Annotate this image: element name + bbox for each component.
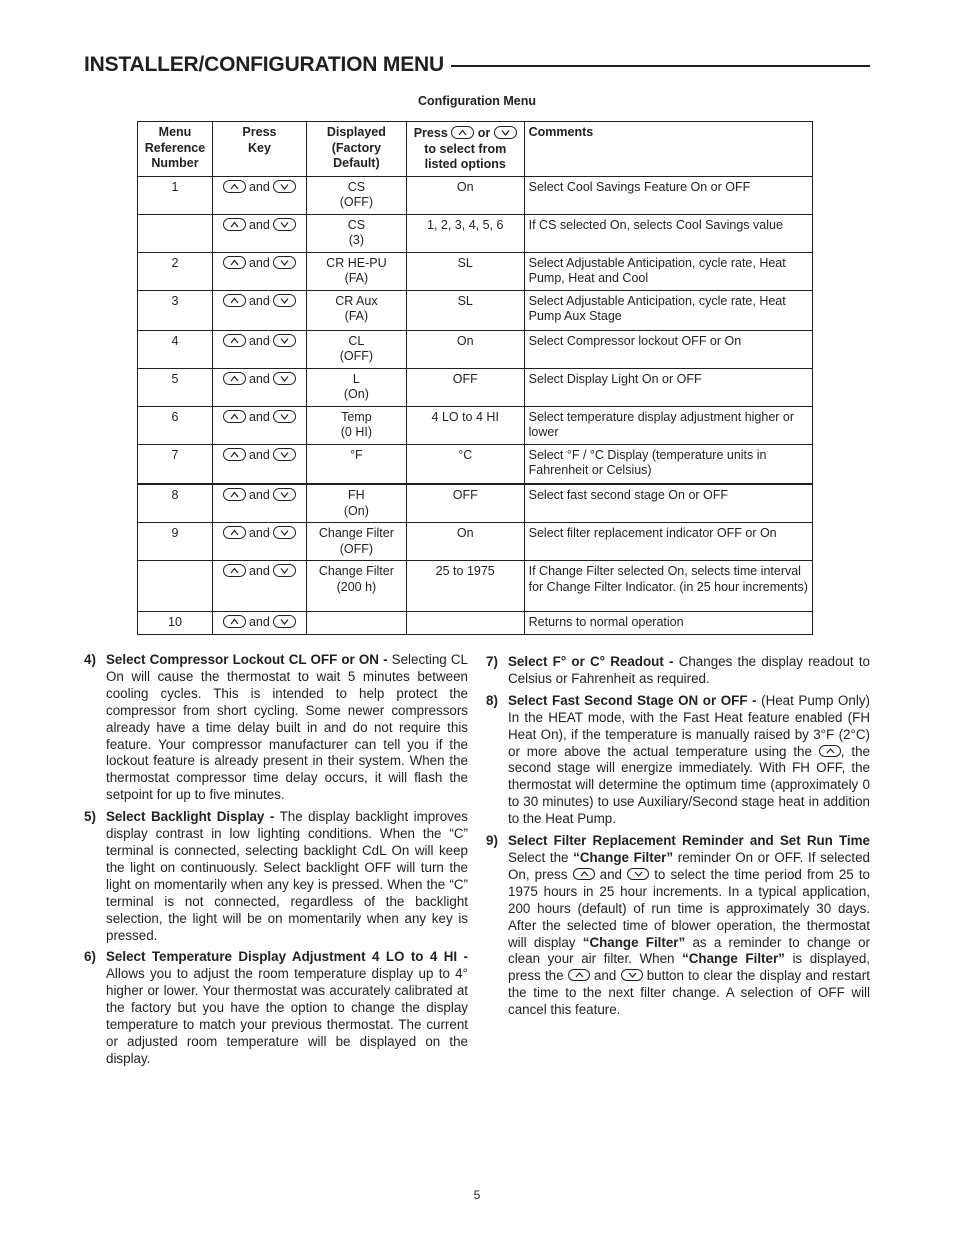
section-9: 9) Select Filter Replacement Reminder and Set Run Time Select the “Change Filter” reminder On or OFF. If selected On, press and to select the time period from 25 to 1975 hours in 25 hour increments. In a typical application, 200 hours (default) of run time is approximately 30 days. After the selected time of blower operation, the thermostat will display “Change Filter” as a reminder to change or clean your air filter. When “Change Filter” is displayed, press the and button to clear the display and restart the time to the next filter change. A selection of OFF will cancel this feature. xyxy=(486,833,871,1018)
cell-keys: and xyxy=(212,176,306,214)
table-row xyxy=(138,368,813,406)
cell-ref: 3 xyxy=(138,290,213,330)
cell-ref: 1 xyxy=(138,176,213,214)
cell-options: On xyxy=(406,523,524,561)
cell-ref: 6 xyxy=(138,406,213,444)
up-key-icon xyxy=(223,448,246,461)
cell-keys: and xyxy=(212,290,306,330)
down-key-icon xyxy=(273,526,296,539)
cell-displayed: CS (OFF) xyxy=(306,176,406,214)
up-key-icon xyxy=(223,294,246,307)
up-key-icon xyxy=(573,868,595,880)
cell-ref: 9 xyxy=(138,523,213,561)
title-rule xyxy=(451,65,870,67)
cell-comment: Select filter replacement indicator OFF or On xyxy=(524,523,812,561)
table-row xyxy=(138,523,813,561)
cell-displayed: Change Filter (OFF) xyxy=(306,523,406,561)
cell-keys: and xyxy=(212,330,306,368)
header-press: Press Key xyxy=(212,122,306,177)
down-key-icon xyxy=(273,334,296,347)
cell-options: SL xyxy=(406,290,524,330)
up-key-icon xyxy=(451,126,474,139)
cell-comment: Select Display Light On or OFF xyxy=(524,368,812,406)
cell-options xyxy=(406,612,524,635)
cell-options: On xyxy=(406,176,524,214)
table-row xyxy=(138,214,813,252)
section-7: 7) Select F° or C° Readout - Changes the display readout to Celsius or Fahrenheit as required. xyxy=(486,654,870,686)
down-key-icon xyxy=(494,126,517,139)
table-row xyxy=(138,561,813,612)
down-key-icon xyxy=(273,448,296,461)
cell-displayed: L (On) xyxy=(306,368,406,406)
page-number: 5 xyxy=(473,1188,481,1202)
right-column xyxy=(486,654,870,1024)
down-key-icon xyxy=(621,969,643,981)
cell-displayed: CL (OFF) xyxy=(306,330,406,368)
up-key-icon xyxy=(568,969,590,981)
cell-keys: and xyxy=(212,214,306,252)
cell-comment: Select fast second stage On or OFF xyxy=(524,484,812,523)
cell-ref: 5 xyxy=(138,368,213,406)
cell-ref: 2 xyxy=(138,252,213,290)
up-key-icon xyxy=(223,488,246,501)
down-key-icon xyxy=(273,615,296,628)
cell-options: OFF xyxy=(406,368,524,406)
table-row xyxy=(138,612,813,635)
up-key-icon xyxy=(223,256,246,269)
cell-displayed: CR Aux (FA) xyxy=(306,290,406,330)
table-row xyxy=(138,406,813,444)
cell-comment: Select Adjustable Anticipation, cycle rate, Heat Pump Aux Stage xyxy=(524,290,812,330)
cell-comment: Select °F / °C Display (temperature units in Fahrenheit or Celsius) xyxy=(524,444,812,484)
section-6: 6) Select Temperature Display Adjustment 4 LO to 4 HI - Allows you to adjust the room temperature display up to 4° higher or lower. Your thermostat was accurately calibrated at the factory but you have the option to change the display temperature to match your previous thermostat. The current or adjusted room temperature will be displayed on the display. xyxy=(84,949,468,1066)
cell-displayed xyxy=(306,612,406,635)
cell-comment: If CS selected On, selects Cool Savings value xyxy=(524,214,812,252)
table-row xyxy=(138,176,813,214)
up-key-icon xyxy=(223,334,246,347)
cell-ref: 8 xyxy=(138,484,213,523)
cell-options: On xyxy=(406,330,524,368)
cell-displayed: CR HE-PU (FA) xyxy=(306,252,406,290)
cell-displayed: Temp (0 HI) xyxy=(306,406,406,444)
cell-ref: 7 xyxy=(138,444,213,484)
table-row xyxy=(138,290,813,330)
cell-keys: and xyxy=(212,444,306,484)
cell-comment: Select temperature display adjustment higher or lower xyxy=(524,406,812,444)
cell-keys: and xyxy=(212,612,306,635)
left-column xyxy=(84,652,468,1073)
cell-displayed: FH (On) xyxy=(306,484,406,523)
down-key-icon xyxy=(273,256,296,269)
down-key-icon xyxy=(273,410,296,423)
cell-options: °C xyxy=(406,444,524,484)
section-4: 4) Select Compressor Lockout CL OFF or ON - Selecting CL On will cause the thermostat to wait 5 minutes between cooling cycles. This is intended to help protect the compressor from short cycling. Some newer compressors already have a time delay built in and do not require this feature. Your compressor manufacturer can tell you if the lockout feature is already present in their system. When the thermostat compressor time delay occurs, it will flash the setpoint for up to five minutes. xyxy=(84,652,468,803)
section-5: 5) Select Backlight Display - The display backlight improves display contrast in low lighting conditions. When the “C” terminal is connected, selecting backlight CdL On will keep the light on continuously. Select backlight OFF will turn the light on momentarily when any key is pressed. When the “C” terminal is not connected, regardless of the backlight selection, the light will be on momentarily when any key is pressed. xyxy=(84,809,468,943)
cell-ref: 10 xyxy=(138,612,213,635)
table-row xyxy=(138,484,813,523)
cell-comment: Select Cool Savings Feature On or OFF xyxy=(524,176,812,214)
down-key-icon xyxy=(273,180,296,193)
up-key-icon xyxy=(223,615,246,628)
configuration-table xyxy=(137,121,813,635)
header-select: Press or to select from listed options xyxy=(406,122,524,177)
cell-options: 1, 2, 3, 4, 5, 6 xyxy=(406,214,524,252)
cell-displayed: CS (3) xyxy=(306,214,406,252)
cell-keys: and xyxy=(212,484,306,523)
table-caption: Configuration Menu xyxy=(417,94,537,108)
cell-options: OFF xyxy=(406,484,524,523)
cell-comment: Select Adjustable Anticipation, cycle rate, Heat Pump, Heat and Cool xyxy=(524,252,812,290)
down-key-icon xyxy=(273,372,296,385)
cell-keys: and xyxy=(212,523,306,561)
cell-displayed: °F xyxy=(306,444,406,484)
down-key-icon xyxy=(273,564,296,577)
cell-options: 4 LO to 4 HI xyxy=(406,406,524,444)
table-row xyxy=(138,330,813,368)
cell-keys: and xyxy=(212,252,306,290)
page-header xyxy=(84,50,870,80)
down-key-icon xyxy=(273,488,296,501)
cell-keys: and xyxy=(212,406,306,444)
up-key-icon xyxy=(223,372,246,385)
up-key-icon xyxy=(223,218,246,231)
header-displayed: Displayed (Factory Default) xyxy=(306,122,406,177)
cell-comment: Select Compressor lockout OFF or On xyxy=(524,330,812,368)
cell-ref xyxy=(138,561,213,612)
cell-options: SL xyxy=(406,252,524,290)
table-header-row xyxy=(138,122,813,177)
header-ref: Menu Reference Number xyxy=(138,122,213,177)
up-key-icon xyxy=(819,745,841,757)
cell-comment: Returns to normal operation xyxy=(524,612,812,635)
section-8: 8) Select Fast Second Stage ON or OFF - (Heat Pump Only) In the HEAT mode, with the Fast Heat feature enabled (FH Heat On), if the temperature is manually raised by 3°F (2°C) or more above the actual temperature using the , the second stage will energize immediately. With FH OFF, the thermostat will determine the optimum time (approximately 0 to 30 minutes) to use Auxiliary/Second stage heat in addition to the Heat Pump. xyxy=(486,692,870,827)
down-key-icon xyxy=(273,294,296,307)
cell-comment: If Change Filter selected On, selects time interval for Change Filter Indicator. (in 25 hour increments) xyxy=(524,561,812,612)
table-row xyxy=(138,444,813,484)
up-key-icon xyxy=(223,564,246,577)
up-key-icon xyxy=(223,526,246,539)
cell-keys: and xyxy=(212,561,306,612)
down-key-icon xyxy=(273,218,296,231)
table-row xyxy=(138,252,813,290)
page-title: INSTALLER/CONFIGURATION MENU xyxy=(84,53,444,76)
cell-ref xyxy=(138,214,213,252)
up-key-icon xyxy=(223,180,246,193)
cell-keys: and xyxy=(212,368,306,406)
cell-options: 25 to 1975 xyxy=(406,561,524,612)
down-key-icon xyxy=(627,868,649,880)
cell-ref: 4 xyxy=(138,330,213,368)
cell-displayed: Change Filter (200 h) xyxy=(306,561,406,612)
up-key-icon xyxy=(223,410,246,423)
header-comments: Comments xyxy=(524,122,812,177)
